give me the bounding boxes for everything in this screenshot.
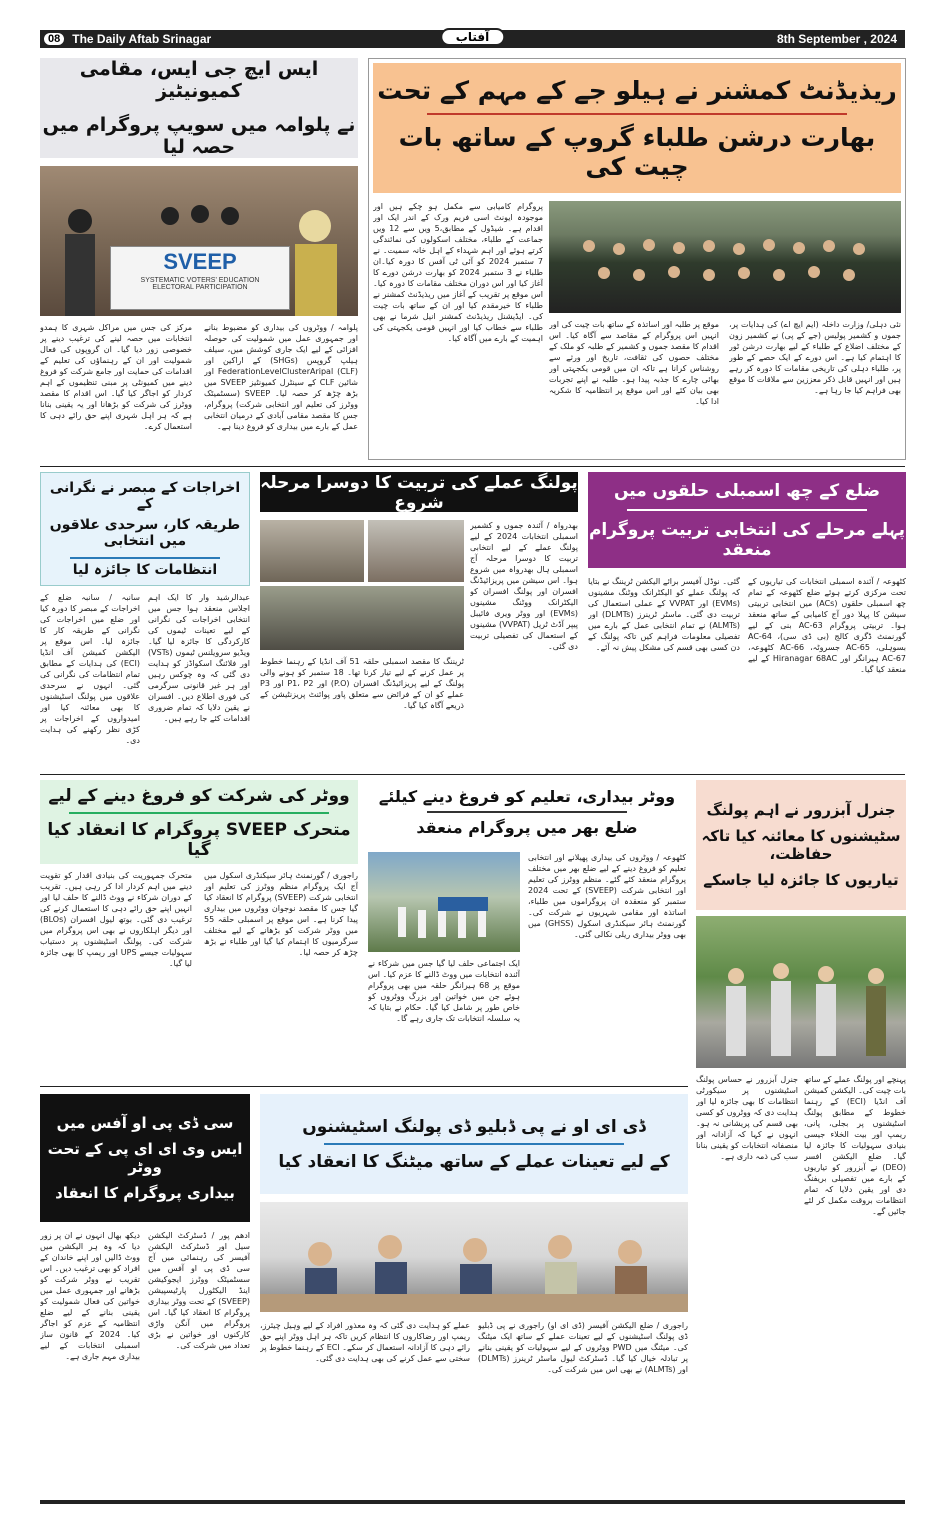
story7-headline-box	[368, 780, 686, 844]
story-resident-commissioner	[368, 58, 906, 460]
story9-headline-box	[40, 1094, 250, 1222]
story6-text-col-1: متحرک جمہوریت کی بنیادی اقدار کو تقویت دینے میں اہم کردار ادا کر رہی ہیں۔ تقریب کے دوران شرکاء نے ووٹ ڈالنے کا حلف لیا اور انہیں اپنے حق رائے دہی کا استعمال کرنے کی ترغیب دی گئی۔ بوتھ لیول افسران (BLOs) اور دیگر اہلکاروں نے بھی اس پروگرام میں شرکت کی۔ پولنگ اسٹیشنوں پر دستیاب سہولیات جیسے UPS اور ریمپ کا بھی جائزہ لیا گیا۔	[40, 871, 192, 968]
story7-text-col-1: کٹھوعہ / ووٹروں کی بیداری پھیلانے اور انتخابی تعلیم کو فروغ دینے کے لیے ضلع بھر میں مختلف پروگرام منعقد کئے گئے۔ منظم ووٹرز کی تعلیم اور انتخابی شرکت (SVEEP) کے تحت 2024 ستمبر کو منعقدہ ان پروگراموں میں طلباء، اساتذہ اور مقامی شہریوں نے شرکت کی۔ گورنمنٹ ہائر سیکنڈری اسکول (GHSS) میں بھی ووٹر بیداری ریلی نکالی گئی۔	[528, 853, 686, 939]
story7-photo	[368, 852, 520, 952]
footer-rule	[40, 1500, 905, 1504]
story4-headline-box	[260, 472, 578, 512]
story2-photo	[40, 166, 358, 316]
story3-text-col-2: عبدالرشید وار کا ایک اہم اجلاس منعقد ہوا جس میں انتخابی اخراجات کی نگرانی کے لیے تعینات ٹیموں کی کارکردگی کا جائزہ لیا گیا۔ ویڈیو سرویلنس ٹیموں (VSTs) اور فلائنگ اسکواڈز کو ہدایت دی گئی کہ وہ چوکس رہیں اور ہر غیر قانونی سرگرمی کی فوری اطلاع دیں۔ افسران نے یقین دلایا کہ تمام ضروری اقدامات کئے جا رہے ہیں۔	[148, 593, 250, 723]
story4-photo-1	[260, 520, 364, 582]
rally-photo-icon	[368, 852, 520, 952]
story10-text-col-2: عملے کو ہدایت دی گئی کہ وہ معذور افراد کے لیے وہیل چیئرز، ریمپ اور رضاکاروں کا انتظام کریں تاکہ ہر اہل ووٹر اپنے حق رائے دہی کا آزادانہ استعمال کر سکے۔ ECI کے رہنما خطوط پر سختی سے عمل کرنے کی بھی ہدایت دی گئی۔	[260, 1321, 470, 1363]
paper-logo: آفتاب	[440, 28, 505, 46]
sveep-banner-sub2: ELECTORAL PARTICIPATION	[152, 284, 248, 291]
story2-text-col-1: مرکز کی جس میں مراکل شہری کا ہمدو انتخابات میں حصہ لینے کی ترغیب دینے پر خصوصی زور دیا گیا۔ ان گروپوں کی فعال شمولیت اور ان کے رہنماؤں کی تعلیم کے اقدامات کی حمایت اور جامع شرکت کو فروغ دینے میں کمیونٹی پر مبنی تنظیموں کے اہم کردار کو اجاگر کیا گیا۔ اس اقدام کا مقصد ووٹرز کی شرکت کو بڑھانا اور یہ یقینی بنانا ہے کہ ہر اہل شہری اپنے حق رائے دہی کا استعمال کرے۔	[40, 323, 192, 431]
story-cdpo-office-sveep	[40, 1094, 250, 1494]
story7-text-col-2: ایک اجتماعی حلف لیا گیا جس میں شرکاء نے آئندہ انتخابات میں ووٹ ڈالنے کا عزم کیا۔ اس موقع پر 68 ہیرانگر حلقہ میں بھی پروگرام ہوئے جن میں خواتین اور بزرگ ووٹروں کو خاص طور پر شامل کیا گیا۔ حکام نے بتایا کہ یہ سلسلہ انتخابات تک جاری رہے گا۔	[368, 959, 520, 1023]
masthead	[40, 30, 905, 48]
story3-headline-box	[40, 472, 250, 586]
story5-headline-divider	[627, 509, 867, 511]
story1-headline-1: ریذیڈنٹ کمشنر نے ہیلو جے کے مہم کے تحت	[377, 75, 897, 105]
story5-text-col-1: کٹھوعہ / آئندہ اسمبلی انتخابات کی تیاریوں کے تحت مرکزی کرتے ہوئے ضلع کٹھوعہ کے تمام چھ اسمبلی حلقوں (ACs) میں انتخابی تربیتی سیشن کا پہلا دور آج کامیابی کے ساتھ منعقد ہوا۔ تربیتی پروگرام AC-63 بنی کے لیے گورنمنٹ ڈگری کالج (بی ڈی سی)، AC-64 بسوہلی، AC-65 جسروٹہ، AC-66 کٹھوعہ، AC-67 ہیرانگر اور Hiranagar 68AC کے لیے منعقد کیا گیا۔	[748, 577, 906, 674]
story1-headline-divider	[427, 113, 847, 115]
story3-headline-1: اخراجات کے مبصر نے نگرانی کے	[49, 480, 241, 512]
story-sveep-voter-participation	[40, 780, 358, 1080]
story-six-constituencies	[588, 472, 906, 768]
story10-headline-1: ڈی ای او نے پی ڈبلیو ڈی پولنگ اسٹیشنوں	[302, 1117, 646, 1137]
story2-headline-2: نے پلوامہ میں سویپ پروگرام میں حصہ لیا	[42, 114, 356, 158]
story1-text-col-3: نئی دہلی/ وزارت داخلہ (ایم ایچ اے) کی ہدایات پر، جموں و کشمیر پولیس (جے کے پی) نے کشمیر زون کے مختلف اضلاع کے طلباء کے لیے بھارت درشن ٹور کا اہتمام کیا ہے۔ اس دورے کے ایک حصے کے طور پر، طلباء دہلی کی تاریخی مقامات کا دورہ کر رہے ہیں اور انہیں قابل ذکر معززین سے ملاقات کا موقع بھی فراہم کیا جا رہا ہے۔	[729, 320, 901, 395]
story2-headline-1: ایس ایچ جی ایس، مقامی کمیونیٹیز	[79, 58, 319, 102]
story1-text-col-2: موقع پر طلبہ اور اساتذہ کے ساتھ بات چیت کی اور انہیں اس پروگرام کے مقاصد سے آگاہ کیا۔ اس اقدام کا مقصد جموں و کشمیر کے طلبہ کو ملک کے مختلف حصوں کی ثقافت، تاریخ اور ورثے سے روشناس کرانا ہے تاکہ ان میں قومی یکجہتی اور بھائی چارے کا جذبہ پیدا ہو۔ طلبہ نے اپنے تجربات بھی بیان کئے اور اس موقع پر انتظامیہ کا شکریہ ادا کیا۔	[549, 320, 719, 406]
story7-headline-divider	[427, 811, 627, 813]
story8-text-col-2: جنرل آبزرور نے حساس پولنگ اسٹیشنوں پر سیکورٹی انتظامات کا بھی جائزہ لیا اور ہدایت دی کہ ووٹروں کو کسی بھی قسم کی پریشانی نہ ہو۔ انہوں نے کہا کہ آزادانہ اور منصفانہ انتخابات کو یقینی بنانا سب کی ذمہ داری ہے۔	[696, 1075, 798, 1161]
story4-text-col-1: بھدرواہ / آئندہ جموں و کشمیر اسمبلی انتخابات 2024 کے لیے پولنگ عملے کے لیے انتخابی تربیت کا دوسرا مرحلہ آج اسمبلی ہال بھدرواہ میں شروع ہوا۔ اس سیشن میں پریزائیڈنگ افسران اور پولنگ افسران کو الیکٹرانک ووٹنگ مشینوں (EVMs) اور ووٹر ویری فائیبل پیپر آڈٹ ٹریل (VVPAT) مشینوں کے استعمال کی تفصیلی تربیت دی گئی۔	[470, 521, 578, 651]
story6-text-col-2: راجوری / گورنمنٹ ہائر سیکنڈری اسکول میں آج ایک پروگرام منظم ووٹرز کی تعلیم اور انتخابی شرکت (SVEEP) پروگرام کا انعقاد کیا گیا جس کا مقصد نوجوان ووٹروں میں بیداری پیدا کرنا ہے۔ اس موقع پر اسمبلی حلقہ 55 میں ووٹر شرکت کو بڑھانے کے لیے مختلف سرگرمیوں کا اہتمام کیا گیا اور طلباء نے بڑھ چڑھ کر حصہ لیا۔	[204, 871, 358, 957]
row-divider-2	[40, 774, 905, 775]
story2-headline-box	[40, 58, 358, 158]
page-number: 08	[42, 31, 66, 47]
story8-text-col-1: پہنچے اور پولنگ عملے کے ساتھ بات چیت کی۔ الیکشن کمیشن آف انڈیا (ECI) کے رہنما خطوط کے مطابق پولنگ اسٹیشنوں پر بجلی، پانی، ریمپ اور بیت الخلاء جیسی بنیادی سہولیات کا جائزہ لیا گیا۔ ضلع الیکشن افسر (DEO) نے آبزرور کو تیاریوں کے بارے میں تفصیلی بریفنگ دی اور یقین دلایا کہ تمام انتظامات بروقت مکمل کر لئے جائیں گے۔	[804, 1075, 906, 1216]
story1-headline-box	[373, 63, 901, 193]
story8-headline-box	[696, 780, 906, 910]
story7-headline-1: ووٹر بیداری، تعلیم کو فروغ دینے کیلئے	[378, 787, 676, 806]
story-deo-pwd-meeting	[260, 1094, 688, 1494]
story8-headline-3: تیاریوں کا جائزہ لیا جاسکے	[703, 871, 899, 889]
story10-headline-2: کے لیے تعینات عملے کے ساتھ میٹنگ کا انعقاد کیا	[278, 1152, 670, 1172]
story10-text-col-1: راجوری / ضلع الیکشن آفیسر (ڈی ای او) راجوری نے پی ڈبلیو ڈی پولنگ اسٹیشنوں کے لیے تعینات عملے کے ساتھ ایک میٹنگ کی۔ میٹنگ میں PWD ووٹروں کے لیے سہولیات کو یقینی بنانے پر تبادلہ خیال کیا گیا۔ ڈسٹرکٹ لیول ماسٹر ٹرینرز (DLMTs) اور (ALMTs) نے بھی اس میں شرکت کی۔	[478, 1321, 688, 1374]
story5-headline-box	[588, 472, 906, 568]
story-voter-awareness-district	[368, 780, 686, 1080]
people-photo-icon	[40, 166, 358, 316]
story9-headline-3: بیداری پروگرام کا انعقاد	[55, 1184, 235, 1202]
story4-photo-2	[368, 520, 464, 582]
story-expenditure-observer	[40, 472, 250, 768]
story10-photo	[260, 1202, 688, 1312]
paper-name: The Daily Aftab Srinagar	[72, 32, 212, 46]
story6-headline-box	[40, 780, 358, 864]
story-shg-sveep-pulwama	[40, 58, 358, 460]
students-group-photo-icon	[549, 201, 901, 313]
row-divider-1	[40, 466, 905, 467]
story9-text-col-1: دیکھ بھال انہوں نے ان پر زور دیا کہ وہ ہر الیکشن میں ووٹ ڈالیں اور اپنے خاندان کے افراد کو بھی ترغیب دیں۔ اس تقریب نے ووٹر شرکت کو بڑھانے اور جمہوری عمل میں خواتین کی فعال شمولیت کو یقینی بنانے کے لیے ضلع انتظامیہ کے عزم کو اجاگر کیا۔ 2024 کے قانون ساز اسمبلی انتخابات کے لیے بیداری مہم جاری ہے۔	[40, 1231, 140, 1361]
story4-photo-3	[260, 586, 464, 650]
story9-headline-2: ایس وی ای ای پی کے تحت ووٹر	[47, 1140, 243, 1176]
story1-headline-2: بھارت درشن طلباء گروپ کے ساتھ بات چیت کی	[398, 122, 876, 181]
officials-photo-icon	[696, 916, 906, 1068]
story-general-observer	[696, 780, 906, 1380]
story7-headline-2: ضلع بھر میں پروگرام منعقد	[416, 818, 638, 837]
story1-text-col-1: پروگرام کامیابی سے مکمل ہو چکے ہیں اور موجودہ ایونٹ اسی فریم ورک کے اندر ایک اور اقدام ہے۔ شیڈول کے مطابق،5 ویں سے 12 ویں جماعت کے طلباء، مختلف اسکولوں کی نمائندگی کرتے ہوئے اور اہم شہداء کے اہل خانہ سمیت۔ نے 7 ستمبر 2024 کو آئی ٹی آفس کا دورہ کیا۔ان طلباء نے 3 ستمبر 2024 کو بھارت درشن دورے کا آغاز کیا اور اس دوران مختلف مقامات کا دورہ کیا۔ اس موقع پر تقریب کے آغاز میں ریذیڈنٹ کمشنر نے طلباء کا خیرمقدم کیا اور ان کے ساتھ بات چیت کی۔ ایڈیشنل ریذیڈنٹ کمشنر انیل شرما نے بھی طلباء سے خطاب کیا اور انہیں قومی یکجہتی کی اہمیت کے بارے میں آگاہ کیا۔	[373, 202, 543, 343]
story6-headline-2: متحرک SVEEP پروگرام کا انعقاد کیا گیا	[47, 819, 351, 860]
story5-headline-2: پہلے مرحلے کی انتخابی تربیت پروگرام منعقد	[588, 520, 906, 560]
story5-headline-1: ضلع کے چھ اسمبلی حلقوں میں	[614, 481, 881, 501]
story4-text-col-2: ٹریننگ کا مقصد اسمبلی حلقہ 51 آف انڈیا کے رہنما خطوط پر عمل کرنے کے لیے تیار کرنا تھا۔ 18 ستمبر کو ہونے والی پولنگ کے لیے پریزائیڈنگ افسران (P.O) اور P1، P2 اور P3 عملے کو ان کے فرائض سے متعلق پاور پوائنٹ پریزنٹیشن کے ذریعے آگاہ کیا گیا۔	[260, 657, 464, 710]
story3-text-col-1: سانبہ / سانبہ ضلع کے اخراجات کے مبصر کا دورہ کیا اور ضلع میں اخراجات کی نگرانی کے طریقہ کار کا جائزہ لیا۔ اس موقع پر الیکشن کمیشن آف انڈیا (ECI) کی ہدایات کے مطابق تمام انتظامات کی نگرانی کی گئی۔ انہوں نے سرحدی علاقوں میں پولنگ اسٹیشنوں کا بھی معائنہ کیا اور امیدواروں کے اخراجات پر کڑی نظر رکھنے کی ہدایت دی۔	[40, 593, 140, 745]
story9-text-col-2: ادھم پور / ڈسٹرکٹ الیکشن سیل اور ڈسٹرکٹ الیکشن آفیسر کی رہنمائی میں آج سی ڈی پی او آفس میں سسٹمیٹک ووٹرز ایجوکیشن اینڈ الیکٹورل پارٹیسپیشن (SVEEP) کے تحت ووٹر بیداری پروگرام کا انعقاد کیا گیا۔ اس پروگرام میں آنگن واڑی کارکنوں اور خواتین نے بڑی تعداد میں شرکت کی۔	[148, 1231, 250, 1350]
meeting-photo-icon	[260, 1202, 688, 1312]
story3-headline-divider	[70, 557, 220, 559]
story6-headline-divider	[69, 812, 329, 814]
story-polling-training	[260, 472, 578, 768]
story9-headline-1: سی ڈی پی او آفس میں	[56, 1114, 234, 1132]
sveep-banner-title: SVEEP	[163, 249, 237, 274]
story8-headline-1: جنرل آبزرور نے اہم پولنگ	[706, 801, 896, 819]
row-divider-3	[40, 1086, 688, 1087]
story2-text-col-2: پلوامہ / ووٹروں کی بیداری کو مضبوط بنانے اور جمہوری عمل میں شمولیت کی حوصلہ افزائی کے لیے ایک جاری کوشش میں، سیلف ہیلپ گروپس (SHGs) کے اراکین اور FederationLevelClusterAripal (CLF) اور شائین CLF کے سینٹرل کمیونٹیز SVEEP میں بڑھ چڑھ کر حصہ لیا۔ SVEEP (سسٹمیٹک ووٹرز کی تعلیم اور انتخابی شرکت) پروگرام، جس کا مقصد مقامی آبادی کے درمیان انتخابی عمل کے بارے میں بیداری کو فروغ دینا ہے۔	[204, 323, 358, 431]
story6-headline-1: ووٹر کی شرکت کو فروغ دینے کے لیے	[48, 785, 350, 806]
sveep-banner-sub: SYSTEMATIC VOTERS' EDUCATION	[140, 277, 260, 284]
story3-headline-2: طریقہ کار، سرحدی علاقوں میں انتخابی	[49, 517, 241, 549]
issue-date: 8th September , 2024	[776, 32, 897, 46]
story5-text-col-2: گئی۔ نوڈل آفیسر برائے الیکشن ٹریننگ نے بتایا کہ پولنگ عملے کو الیکٹرانک ووٹنگ مشینوں (EVMs) اور VVPAT کے عملی استعمال کی تربیت دی گئی۔ ماسٹر ٹرینرز (DLMTs) اور (ALMTs) نے تمام انتخابی عمل کے بارے میں تفصیلی معلومات فراہم کیں تاکہ پولنگ کے دن کسی بھی قسم کی مشکل پیش نہ آئے۔	[588, 577, 740, 652]
story8-headline-2: سٹیشنوں کا معائنہ کیا تاکہ حفاظت،	[701, 827, 901, 863]
story3-headline-3: انتظامات کا جائزہ لیا	[72, 562, 218, 578]
story8-photo	[696, 916, 906, 1068]
story1-photo	[549, 201, 901, 313]
story10-headline-divider	[324, 1143, 624, 1145]
story10-headline-box	[260, 1094, 688, 1194]
story4-headline: پولنگ عملے کی تربیت کا دوسرا مرحلہ شروع	[260, 472, 578, 513]
